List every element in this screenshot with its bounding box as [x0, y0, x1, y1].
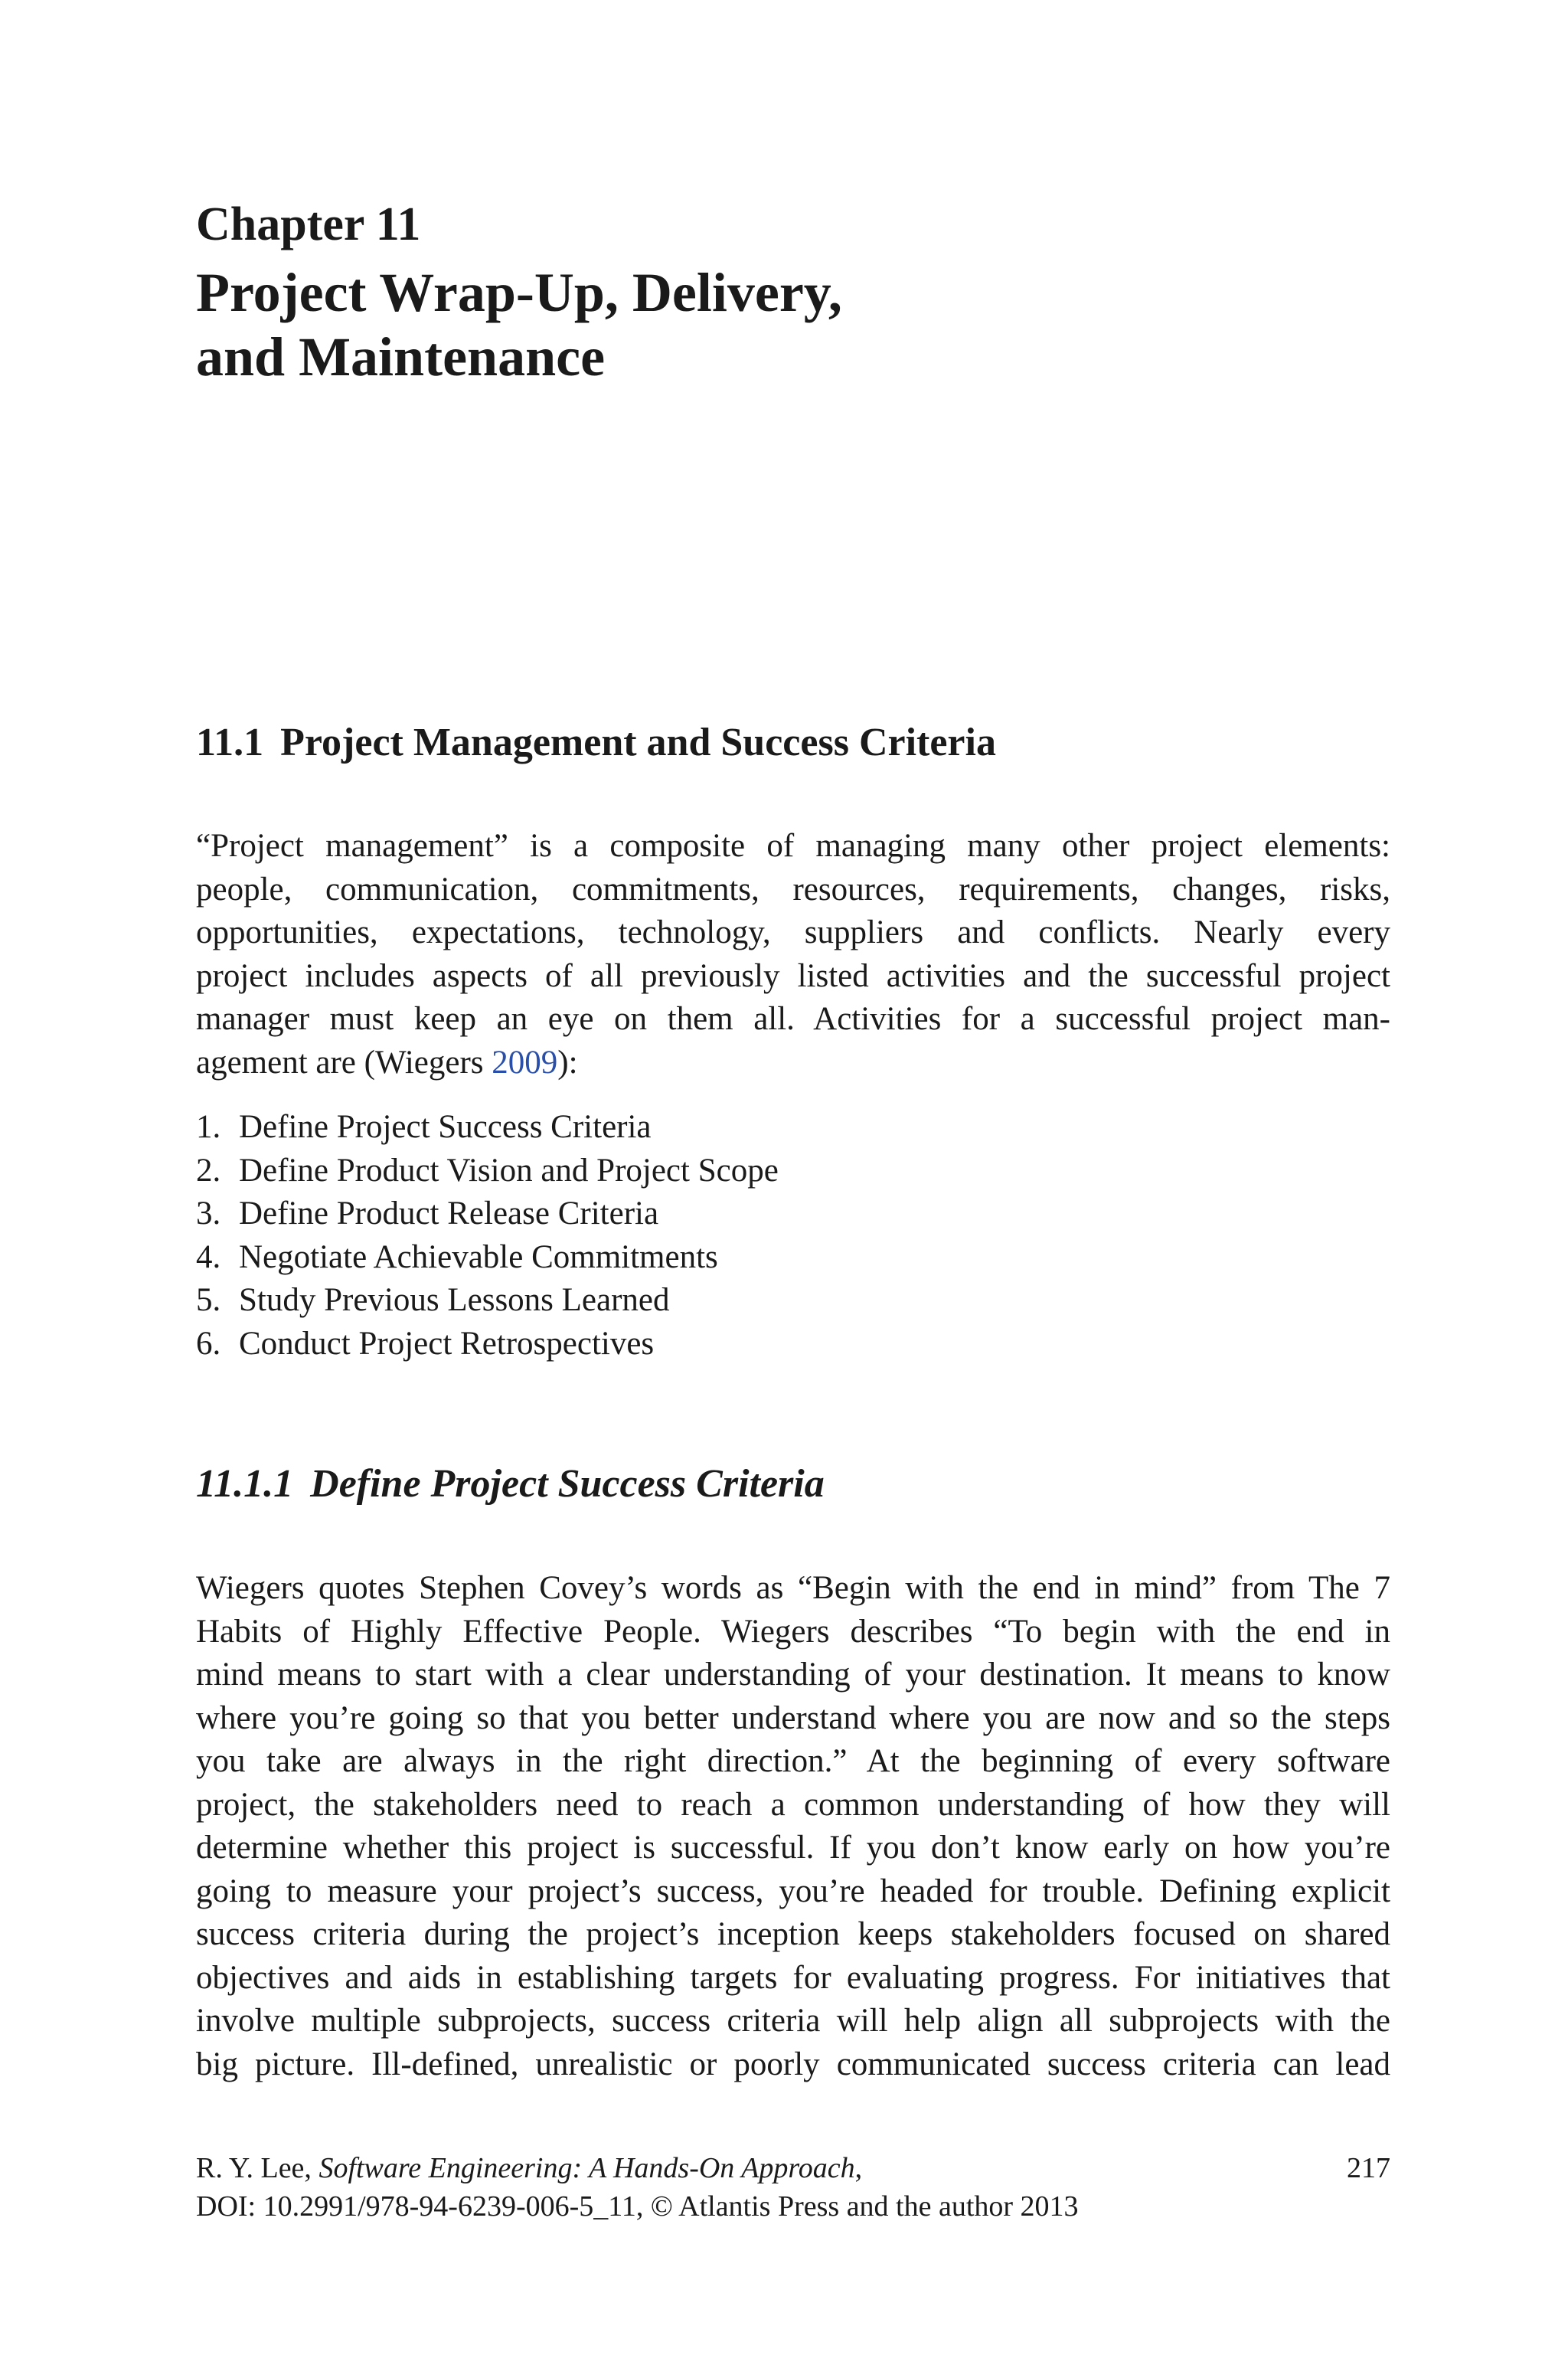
paragraph-line: project includes aspects of all previously listed activities and the successful project [196, 957, 1390, 994]
paragraph-line [196, 1042, 1390, 1085]
paragraph-line: success criteria during the project’s inception keeps stakeholders focused on shared [196, 1916, 1390, 1952]
paragraph-line: big picture. Ill-defined, unrealistic or poorly communicated success criteria can lead [196, 2046, 1390, 2082]
chapter-title-line-2: and Maintenance [196, 326, 606, 388]
book-page [196, 0, 1390, 2378]
list-item-number: 2. [196, 1152, 221, 1189]
paragraph-line: you take are always in the right direction.” At the beginning of every software [196, 1743, 1390, 1779]
section-heading [196, 723, 996, 763]
paragraph-line: project, the stakeholders need to reach a common understanding of how they will [196, 1786, 1390, 1823]
page-footer [196, 2149, 1390, 2226]
list-item-number: 3. [196, 1196, 221, 1232]
paragraph-line: manager must keep an eye on them all. Activities for a successful project man- [196, 1001, 1390, 1037]
list-item-text: Define Product Vision and Project Scope [239, 1152, 779, 1189]
list-item [196, 1150, 779, 1193]
list-item-text: Define Project Success Criteria [239, 1109, 652, 1145]
paragraph-line: “Project management” is a composite of managing many other project elements: [196, 828, 1390, 864]
list-item-text: Conduct Project Retrospectives [239, 1325, 655, 1362]
intro-paragraph [196, 825, 1390, 1084]
subsection-number: 11.1.1 [196, 1462, 294, 1506]
list-item-number: 4. [196, 1238, 221, 1275]
list-item-text: Negotiate Achievable Commitments [239, 1238, 718, 1275]
chapter-title-line-1: Project Wrap-Up, Delivery, [196, 262, 842, 323]
list-item-number: 6. [196, 1325, 221, 1362]
subsection-title: Define Project Success Criteria [310, 1462, 825, 1506]
chapter-title [196, 260, 842, 389]
list-item [196, 1323, 779, 1366]
list-item [196, 1192, 779, 1236]
list-item [196, 1106, 779, 1150]
list-item-text: Define Product Release Criteria [239, 1196, 659, 1232]
list-item-number: 1. [196, 1109, 221, 1145]
section-number: 11.1 [196, 721, 264, 764]
citation-prefix: agement are (Wiegers [196, 1044, 492, 1081]
citation-link[interactable]: 2009 [492, 1044, 558, 1081]
citation-suffix: ): [557, 1044, 578, 1081]
paragraph-line: mind means to start with a clear understanding of your destination. It means to know [196, 1657, 1390, 1693]
page-number: 217 [1347, 2152, 1390, 2184]
list-item-text: Study Previous Lessons Learned [239, 1282, 670, 1318]
list-item [196, 1279, 779, 1323]
body-paragraph [196, 1567, 1390, 2086]
paragraph-line: determine whether this project is successful. If you don’t know early on how you’re [196, 1830, 1390, 1866]
paragraph-line: Habits of Highly Effective People. Wiegers describes “To begin with the end in [196, 1613, 1390, 1650]
paragraph-line: going to measure your project’s success, you’re headed for trouble. Defining explicit [196, 1873, 1390, 1909]
paragraph-line: opportunities, expectations, technology, suppliers and conflicts. Nearly every [196, 914, 1390, 950]
paragraph-line: Wiegers quotes Stephen Covey’s words as “Begin with the end in mind” from The 7 [196, 1570, 1390, 1606]
footer-book-title: Software Engineering: A Hands-On Approach [318, 2152, 855, 2184]
footer-citation-line [196, 2149, 1390, 2187]
paragraph-line: involve multiple subprojects, success criteria will help align all subprojects with the [196, 2003, 1390, 2039]
list-item [196, 1236, 779, 1280]
footer-author: R. Y. Lee, [196, 2152, 319, 2184]
activities-list [196, 1106, 779, 1366]
list-item-number: 5. [196, 1282, 221, 1318]
paragraph-line: where you’re going so that you better understand where you are now and so the steps [196, 1699, 1390, 1736]
section-title: Project Management and Success Criteria [280, 721, 996, 764]
footer-comma: , [854, 2152, 863, 2184]
chapter-label: Chapter 11 [196, 198, 421, 250]
paragraph-line: objectives and aids in establishing targets for evaluating progress. For initiatives that [196, 1959, 1390, 1996]
footer-doi-line: DOI: 10.2991/978-94-6239-006-5_11, © Atlantis Press and the author 2013 [196, 2190, 1079, 2223]
subsection-heading [196, 1464, 825, 1504]
paragraph-line: people, communication, commitments, resources, requirements, changes, risks, [196, 871, 1390, 908]
